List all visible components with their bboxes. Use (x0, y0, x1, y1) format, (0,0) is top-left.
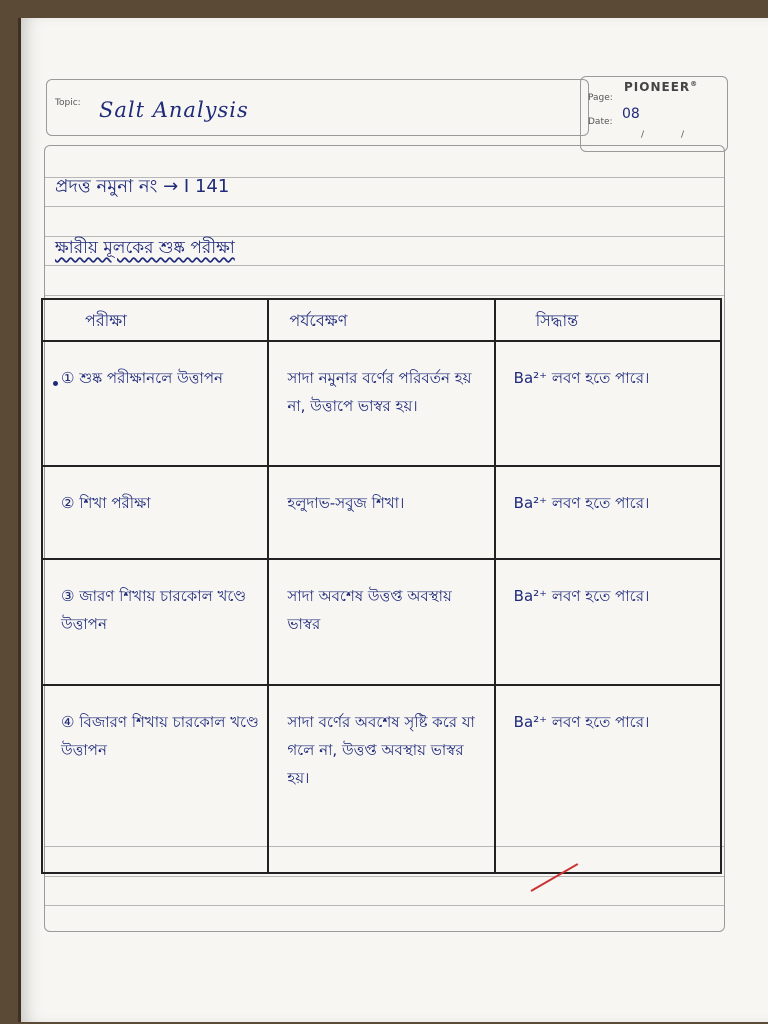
rule-line (45, 206, 724, 207)
observation-cell: সাদা নমুনার বর্ণের পরিবর্তন হয় না, উত্তাপে ভাস্বর হয়। (287, 369, 472, 415)
date-separator: / (641, 130, 645, 140)
table-row (42, 466, 721, 559)
table-row (42, 685, 721, 873)
inference-cell: Ba²⁺ লবণ হতে পারে। (513, 587, 650, 605)
observation-cell: সাদা অবশেষ উত্তপ্ত অবস্থায় ভাস্বর (287, 587, 452, 633)
observation-table (41, 298, 722, 874)
date-separator: / (681, 130, 685, 140)
observation-cell: সাদা বর্ণের অবশেষ সৃষ্টি করে যা গলে না, উত্তপ্ত অবস্থায় ভাস্বর হয়। (287, 713, 475, 787)
page-label: Page: (588, 93, 613, 103)
section-heading: ক্ষারীয় মূলকের শুষ্ক পরীক্ষা (55, 238, 235, 258)
brand-logo: PIONEER® (624, 80, 699, 94)
sample-number-line: প্রদত্ত নমুনা নং → I 141 (55, 176, 230, 197)
rule-line (45, 905, 724, 906)
page-number: 08 (622, 106, 640, 122)
test-cell: ② শিখা পরীক্ষা (61, 494, 151, 512)
rule-line (45, 876, 724, 877)
table-row (42, 559, 721, 685)
observation-cell: হলুদাভ-সবুজ শিখা। (287, 494, 405, 512)
rule-line (45, 265, 724, 266)
test-cell: ① শুষ্ক পরীক্ষানলে উত্তাপন (61, 369, 223, 387)
column-header: সিদ্ধান্ত (495, 299, 721, 341)
ruled-area (44, 145, 725, 932)
test-cell: ③ জারণ শিখায় চারকোল খণ্ডে উত্তাপন (61, 587, 247, 633)
column-header: পরীক্ষা (42, 299, 268, 341)
topic-label: Topic: (55, 98, 81, 108)
topic-value: Salt Analysis (99, 98, 249, 122)
rule-line (45, 295, 724, 296)
page-date-box (580, 76, 728, 152)
inference-cell: Ba²⁺ লবণ হতে পারে। (513, 713, 650, 731)
inference-cell: Ba²⁺ লবণ হতে পারে। (513, 369, 650, 387)
test-cell: ④ বিজারণ শিখায় চারকোল খণ্ডে উত্তাপন (61, 713, 259, 759)
column-header: পর্যবেক্ষণ (268, 299, 494, 341)
inference-cell: Ba²⁺ লবণ হতে পারে। (513, 494, 650, 512)
date-label: Date: (588, 117, 613, 127)
rule-line (45, 236, 724, 237)
table-header-row (42, 299, 721, 341)
table-row (42, 341, 721, 466)
notebook-page (18, 18, 768, 1022)
